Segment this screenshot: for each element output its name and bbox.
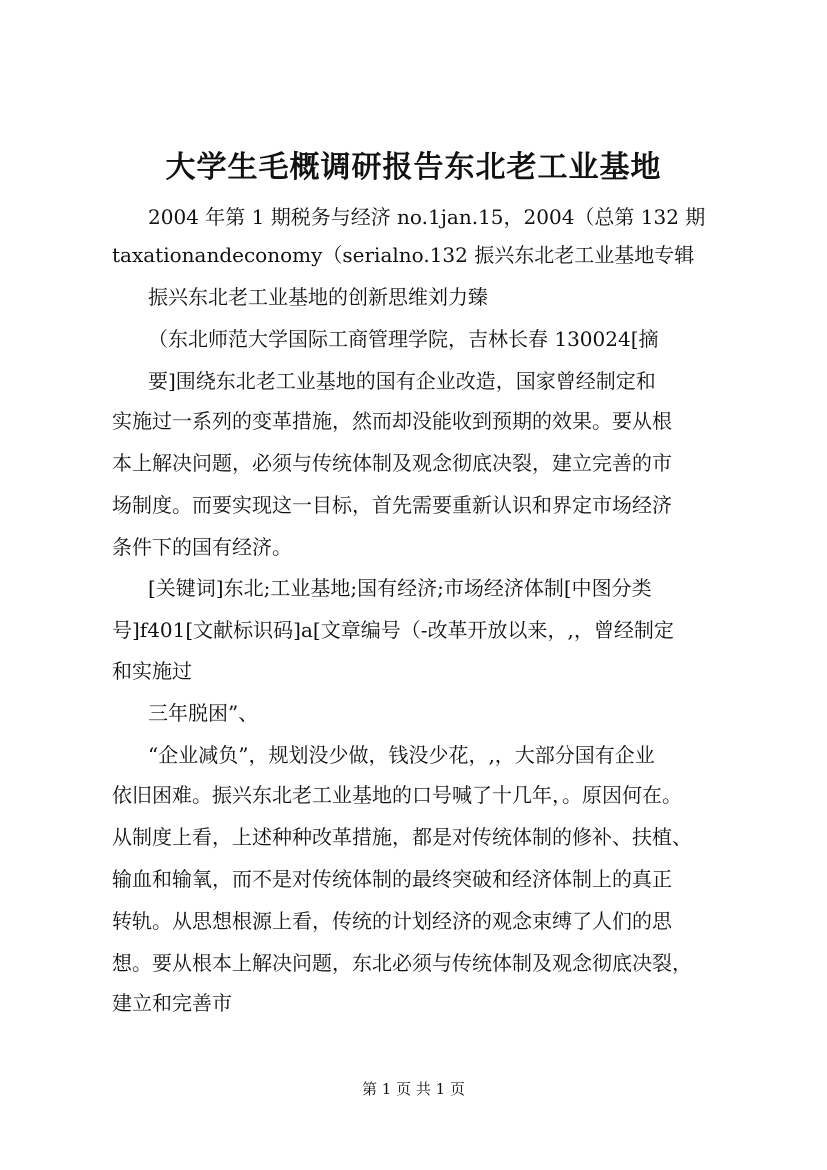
text-line-20: 建立和完善市: [112, 991, 232, 1015]
text-line-19: 想。要从根本上解决问题，东北必须与传统体制及观念彻底决裂，: [112, 951, 692, 975]
text-line-9: 条件下的国有经济。: [112, 535, 292, 559]
text-line-2: taxationandeconomy（serialno.132 振兴东北老工业基地专辑: [112, 243, 695, 267]
text-line-16: 从制度上看，上述种种改革措施，都是对传统体制的修补、扶植、: [112, 825, 692, 849]
text-line-1: 2004 年第 1 期税务与经济 no.1jan.15，2004（总第 132 期: [148, 205, 706, 229]
text-line-5: 要]围绕东北老工业基地的国有企业改造，国家曾经制定和: [148, 369, 656, 393]
text-line-6: 实施过一系列的变革措施，然而却没能收到预期的效果。要从根: [112, 409, 672, 433]
text-line-10: [关键词]东北;工业基地;国有经济;市场经济体制[中图分类: [148, 576, 652, 600]
text-line-11: 号]f401[文献标识码]a[文章编号（-改革开放以来，,，曾经制定: [112, 618, 674, 642]
text-line-7: 本上解决问题，必须与传统体制及观念彻底决裂，建立完善的市: [112, 451, 672, 475]
text-line-13: 三年脱困”、: [148, 701, 259, 725]
text-line-18: 转轨。从思想根源上看，传统的计划经济的观念束缚了人们的思: [112, 909, 672, 933]
text-line-17: 输血和输氧，而不是对传统体制的最终突破和经济体制上的真正: [112, 867, 672, 891]
text-line-3: 振兴东北老工业基地的创新思维刘力臻: [148, 285, 488, 309]
text-line-15: 依旧困难。振兴东北老工业基地的口号喊了十几年，。原因何在。: [112, 783, 682, 807]
text-line-14: “企业减负”，规划没少做，钱没少花，,，大部分国有企业: [148, 743, 655, 767]
document-title: 大学生毛概调研报告东北老工业基地: [165, 150, 662, 185]
text-line-8: 场制度。而要实现这一目标，首先需要重新认识和界定市场经济: [112, 493, 672, 517]
text-line-12: 和实施过: [112, 659, 192, 683]
page-footer: 第 1 页 共 1 页: [362, 1080, 465, 1098]
text-line-4: （东北师范大学国际工商管理学院，吉林长春 130024[摘: [148, 327, 659, 351]
